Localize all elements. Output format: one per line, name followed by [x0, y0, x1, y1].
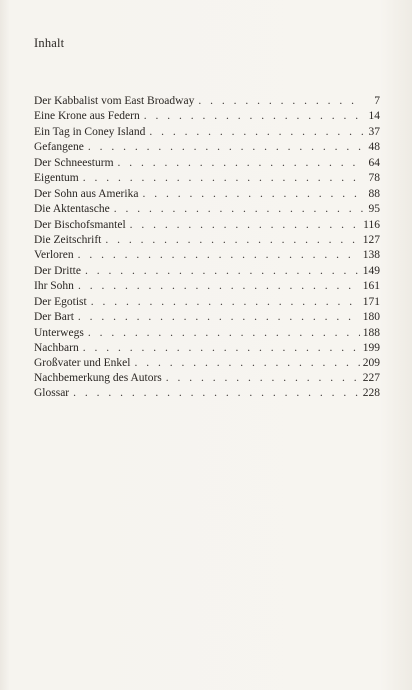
toc-entry-page: 149: [362, 264, 380, 277]
toc-entry-page: 7: [374, 95, 380, 107]
toc-entry-title: Glossar: [34, 387, 70, 400]
toc-entry-page: 64: [368, 156, 380, 169]
toc-entry: [34, 94, 380, 109]
toc-list: [34, 94, 380, 372]
toc-entry-title: Ihr Sohn: [34, 280, 74, 293]
toc-entry-page: 138: [362, 249, 380, 262]
toc-entry-title: Der Schneesturm: [34, 156, 114, 169]
dot-leader: [126, 218, 361, 233]
dot-leader: [87, 295, 360, 310]
toc-entry-title: Eigentum: [34, 172, 79, 185]
toc-entry: [34, 279, 380, 294]
dot-leader: [162, 371, 360, 386]
toc-entry-title: Nachbemerkung des Autors: [34, 372, 162, 384]
toc-entry: [34, 356, 380, 371]
toc-entry-title: Verloren: [34, 249, 74, 262]
toc-entry-title: Die Zeitschrift: [34, 233, 102, 246]
dot-leader: [79, 341, 360, 356]
toc-entry: [34, 187, 380, 202]
dot-leader: [74, 279, 360, 294]
toc-entry: [34, 202, 380, 217]
toc-entry-page: 95: [368, 203, 380, 216]
dot-leader: [79, 171, 363, 186]
toc-back-list: [34, 371, 380, 402]
dot-leader: [130, 356, 359, 371]
toc-entry-page: 14: [368, 110, 380, 123]
toc-heading: Inhalt: [34, 36, 65, 50]
toc-entry-title: Nachbarn: [34, 342, 79, 354]
toc-entry-title: Der Kabbalist vom East Broadway: [34, 95, 195, 107]
toc-entry-page: 227: [362, 372, 380, 384]
toc-entry-page: 37: [368, 125, 380, 138]
toc-entry-page: 88: [368, 187, 380, 200]
toc-entry-title: Großvater und Enkel: [34, 357, 131, 370]
toc-entry-title: Der Bischofsmantel: [34, 218, 126, 231]
dot-leader: [84, 326, 360, 341]
toc-entry-page: 228: [362, 387, 380, 400]
toc-entry-page: 209: [362, 357, 380, 370]
toc-entry: [34, 233, 380, 248]
toc-entry-page: 199: [362, 342, 380, 354]
toc-entry: [34, 310, 380, 325]
toc-entry-page: 48: [368, 141, 380, 154]
toc-entry: [34, 218, 380, 233]
toc-entry-title: Die Aktentasche: [34, 203, 110, 216]
toc-entry-page: 161: [362, 280, 380, 293]
toc-entry-page: 127: [362, 233, 380, 246]
toc-entry-title: Ein Tag in Coney Island: [34, 125, 146, 138]
dot-leader: [145, 125, 363, 140]
dot-leader: [138, 187, 363, 202]
toc-entry: [34, 326, 380, 341]
dot-leader: [194, 94, 363, 109]
dot-leader: [74, 310, 360, 325]
dot-leader: [114, 156, 363, 171]
toc-entry-page: 171: [362, 295, 380, 308]
toc-entry: [34, 171, 380, 186]
toc-entry-title: Gefangene: [34, 141, 84, 154]
dot-leader: [69, 386, 360, 401]
toc-entry: [34, 386, 380, 401]
toc-entry: [34, 295, 380, 310]
toc-entry: [34, 341, 380, 356]
toc-entry: [34, 371, 380, 386]
toc-entry-page: 116: [363, 218, 380, 231]
toc-entry-title: Eine Krone aus Federn: [34, 110, 140, 123]
toc-entry-page: 180: [362, 311, 380, 324]
dot-leader: [101, 233, 359, 248]
dot-leader: [110, 202, 363, 217]
dot-leader: [74, 248, 360, 263]
toc-entry-title: Der Dritte: [34, 264, 81, 277]
dot-leader: [140, 109, 363, 124]
toc-entry-page: 78: [368, 172, 380, 185]
toc-entry: [34, 109, 380, 124]
toc-entry-page: 188: [362, 326, 380, 339]
toc-entry: [34, 125, 380, 140]
toc-entry: [34, 248, 380, 263]
toc-entry: [34, 264, 380, 279]
dot-leader: [81, 264, 360, 279]
toc-entry-title: Unterwegs: [34, 326, 84, 339]
toc-entry: [34, 156, 380, 171]
dot-leader: [84, 140, 363, 155]
toc-entry-title: Der Sohn aus Amerika: [34, 187, 139, 200]
toc-entry: [34, 140, 380, 155]
toc-entry-title: Der Egotist: [34, 295, 87, 308]
toc-entry-title: Der Bart: [34, 311, 74, 324]
